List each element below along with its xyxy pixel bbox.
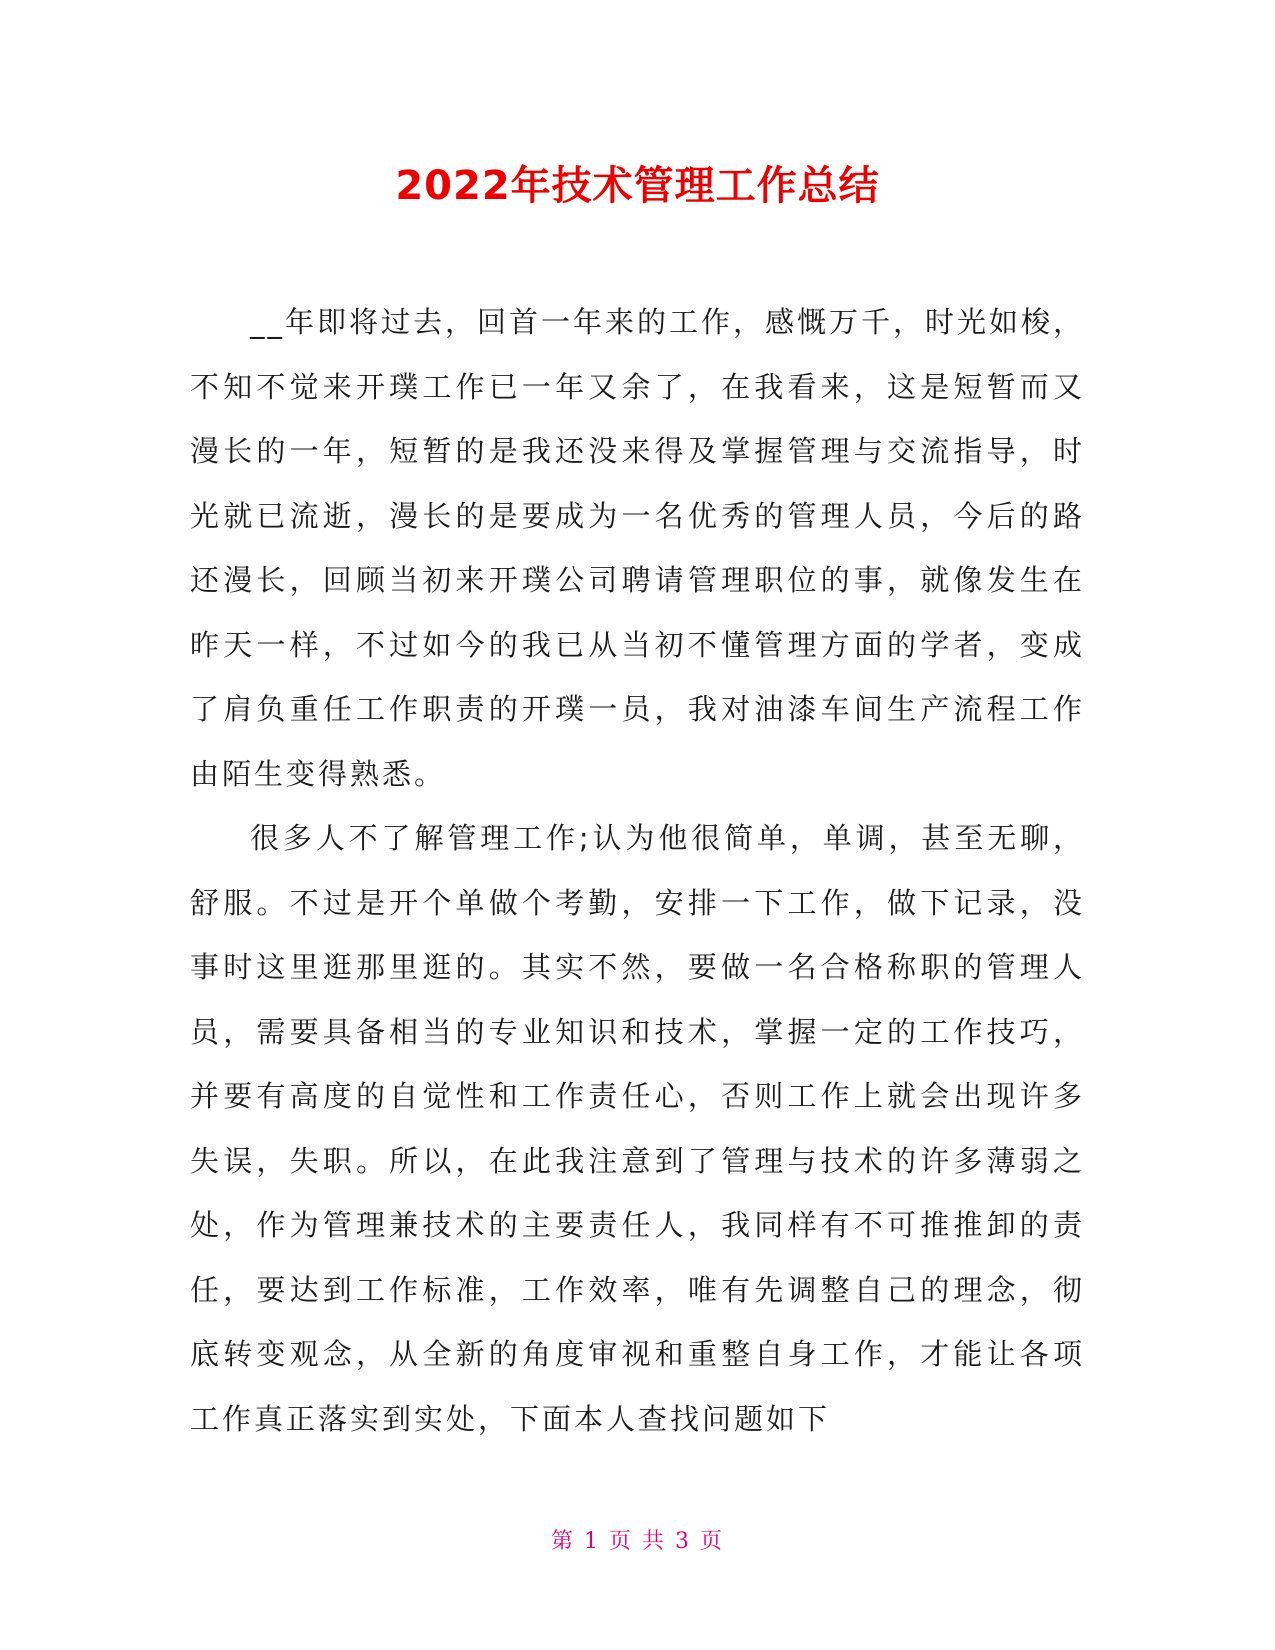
- document-title: 2022年技术管理工作总结: [395, 163, 880, 209]
- paragraph-1: __年即将过去，回首一年来的工作，感慨万千，时光如梭，不知不觉来开璞工作已一年又余了，在我看来，这是短暂而又漫长的一年，短暂的是我还没来得及掌握管理与交流指导，时光就已流逝，漫长的是要成为一名优秀的管理人员，今后的路还漫长，回顾当初来开璞公司聘请管理职位的事，就像发生在昨天一样，不过如今的我已从当初不懂管理方面的学者，变成了肩负重任工作职责的开璞一员，我对油漆车间生产流程工作由陌生变得熟悉。: [190, 305, 1086, 791]
- page-number-footer: 第 1 页 共 3 页: [551, 1529, 724, 1554]
- paragraph-2: 很多人不了解管理工作;认为他很简单，单调，甚至无聊，舒服。不过是开个单做个考勤，安排一下工作，做下记录，没事时这里逛那里逛的。其实不然，要做一名合格称职的管理人员，需要具备相当的专业知识和技术，掌握一定的工作技巧，并要有高度的自觉性和工作责任心，否则工作上就会出现许多失误，失职。所以，在此我注意到了管理与技术的许多薄弱之处，作为管理兼技术的主要责任人，我同样有不可推推卸的责任，要达到工作标准，工作效率，唯有先调整自己的理念，彻底转变观念，从全新的角度审视和重整自身工作，才能让各项工作真正落实到实处，下面本人查找问题如下: [190, 821, 1085, 1436]
- document-body: [190, 290, 1085, 1451]
